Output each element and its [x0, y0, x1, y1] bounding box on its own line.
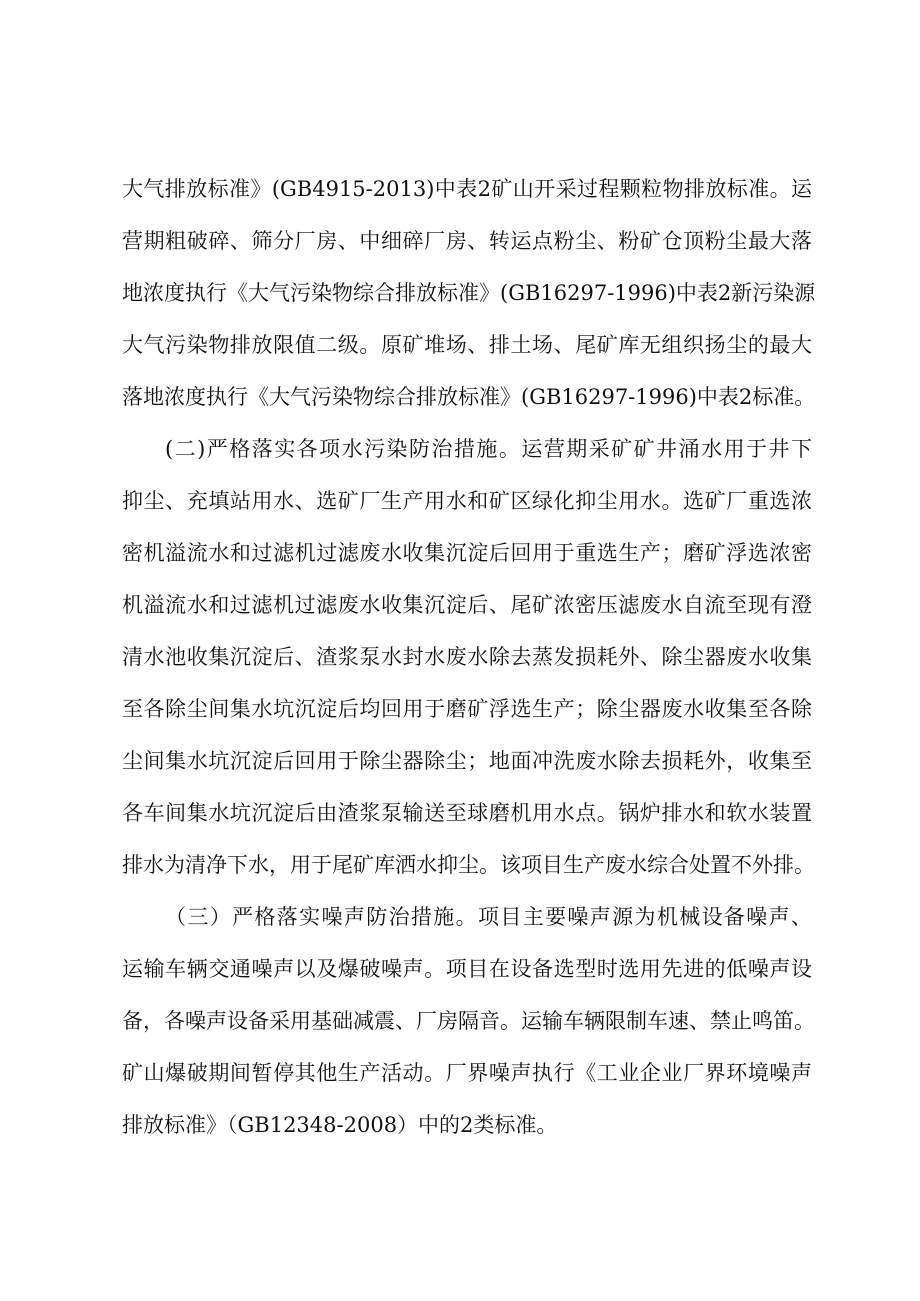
text-line: 大气污染物排放限值二级。原矿堆场、排土场、尾矿库无组织扬尘的最大: [122, 333, 812, 357]
text-line: 排水为清净下水，用于尾矿库洒水抑尘。该项目生产废水综合处置不外排。: [122, 853, 815, 877]
text-line: 尘间集水坑沉淀后回用于除尘器除尘；地面冲洗废水除去损耗外，收集至: [122, 749, 812, 773]
text-line: 落地浓度执行《大气污染物综合排放标准》(GB16297-1996)中表2标准。: [122, 385, 816, 409]
text-line: 密机溢流水和过滤机过滤废水收集沉淀后回用于重选生产；磨矿浮选浓密: [122, 541, 812, 565]
text-line: 各车间集水坑沉淀后由渣浆泵输送至球磨机用水点。锅炉排水和软水装置: [122, 801, 812, 825]
section-heading-line: （三）严格落实噪声防治措施。项目主要噪声源为机械设备噪声、: [165, 905, 812, 929]
text-line: 机溢流水和过滤机过滤废水收集沉淀后、尾矿浓密压滤废水自流至现有澄: [122, 593, 812, 617]
section-heading-line: (二)严格落实各项水污染防治措施。运营期采矿矿井涌水用于井下: [165, 437, 812, 461]
text-line: 矿山爆破期间暂停其他生产活动。厂界噪声执行《工业企业厂界环境噪声: [122, 1061, 812, 1085]
text-line: 排放标准》（GB12348-2008）中的2类标准。: [122, 1113, 558, 1137]
text-line: 备，各噪声设备采用基础减震、厂房隔音。运输车辆限制车速、禁止鸣笛。: [122, 1009, 815, 1033]
text-line: 抑尘、充填站用水、选矿厂生产用水和矿区绿化抑尘用水。选矿厂重选浓: [122, 489, 812, 513]
text-line: 清水池收集沉淀后、渣浆泵水封水废水除去蒸发损耗外、除尘器废水收集: [122, 645, 812, 669]
text-line: 营期粗破碎、筛分厂房、中细碎厂房、转运点粉尘、粉矿仓顶粉尘最大落: [122, 229, 812, 253]
text-line: 地浓度执行《大气污染物综合排放标准》(GB16297-1996)中表2新污染源: [122, 281, 816, 305]
text-line: 运输车辆交通噪声以及爆破噪声。项目在设备选型时选用先进的低噪声设: [122, 957, 812, 981]
text-line: 至各除尘间集水坑沉淀后均回用于磨矿浮选生产；除尘器废水收集至各除: [122, 697, 812, 721]
text-line: 大气排放标准》(GB4915-2013)中表2矿山开采过程颗粒物排放标准。运: [122, 177, 812, 201]
